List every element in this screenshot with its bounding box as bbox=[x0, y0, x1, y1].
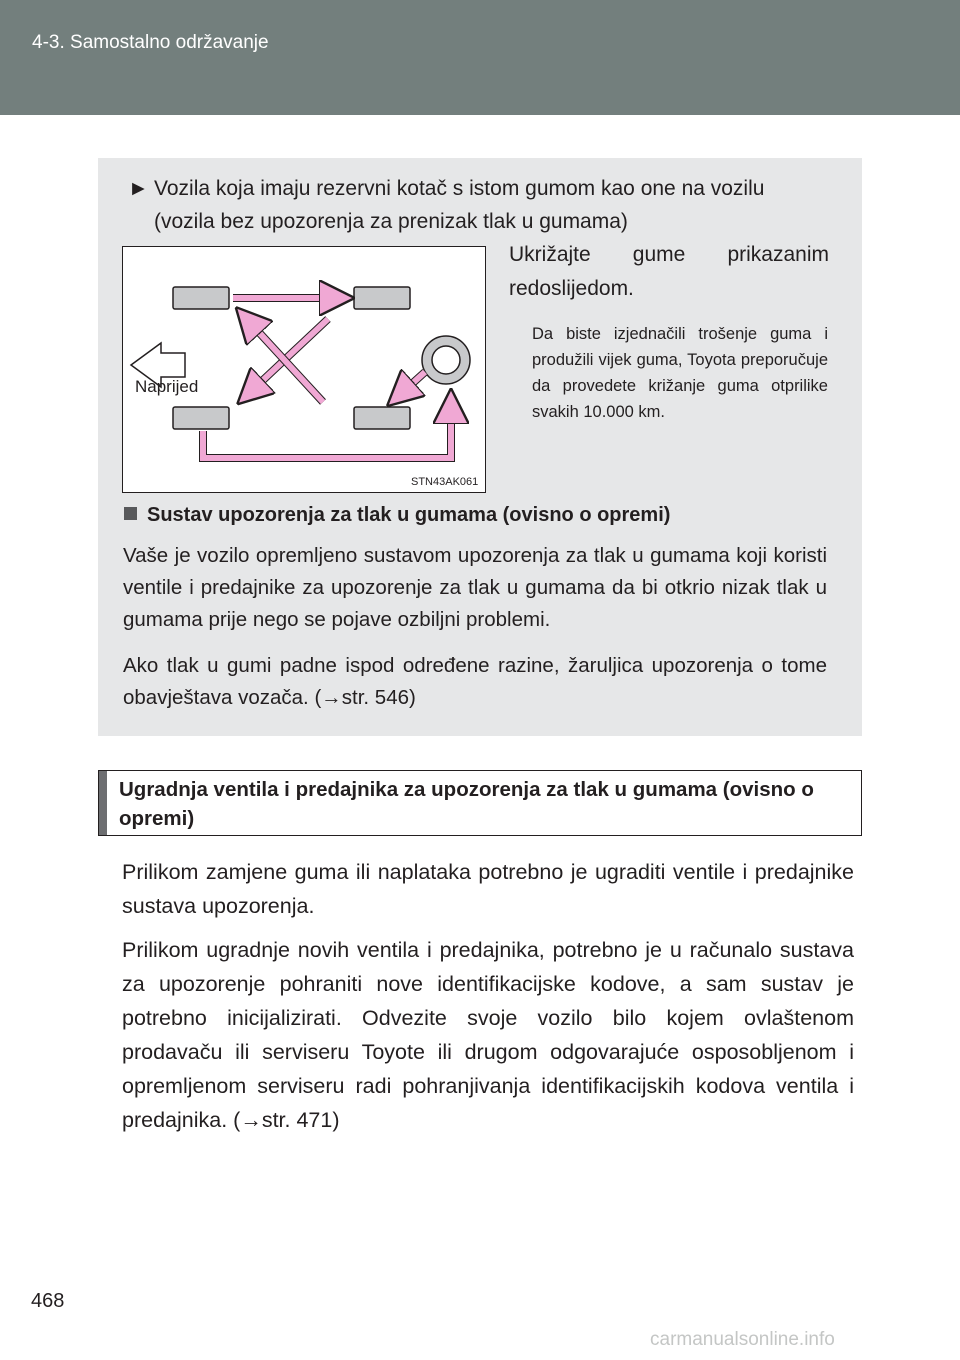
heading-square-icon bbox=[124, 507, 137, 520]
rotation-instruction: Ukrižajte gume prikazanim redoslijedom. bbox=[509, 243, 829, 300]
rotation-note: Da biste izjednačili trošenje guma i produžili vijek guma, Toyota preporučuje da provedete križanje guma otprilike svakih 10.000 km. bbox=[532, 325, 828, 421]
watermark: carmanualsonline.info bbox=[650, 1329, 835, 1350]
tire-rotation-diagram bbox=[123, 247, 487, 494]
bullet-text: Vozila koja imaju rezervni kotač s istom gumom kao one na vozilu (vozila bez upozorenja za prenizak tlak u gumama) bbox=[154, 177, 765, 233]
subheading-text: Ugradnja ventila i predajnika za upozorenja za tlak u gumama (ovisno o opremi) bbox=[119, 778, 814, 830]
page-number: 468 bbox=[31, 1290, 65, 1312]
page-header bbox=[0, 0, 960, 115]
tpms-paragraph-2: Ako tlak u gumi padne ispod određene razine, žaruljica upozorenja o tome obavještava vozača. (→str. 546) bbox=[123, 654, 827, 709]
tpms-paragraph-1: Vaše je vozilo opremljeno sustavom upozorenja za tlak u gumama koji koristi ventile i predajnike za upozorenje za tlak u gumama da bi otkrio nizak tlak u gumama prije nego se pojave ozbiljni problemi. bbox=[123, 544, 827, 631]
bullet-item bbox=[128, 172, 828, 238]
tpms-heading-text: Sustav upozorenja za tlak u gumama (ovisno o opremi) bbox=[147, 504, 671, 526]
front-right-tire bbox=[354, 287, 410, 309]
tpms-heading bbox=[124, 504, 670, 527]
rotation-arrow-rl-to-spare bbox=[203, 399, 451, 458]
bullet-triangle-icon: ► bbox=[128, 177, 149, 200]
rotation-arrow-spare-to-rr bbox=[395, 372, 425, 399]
front-left-tire bbox=[173, 287, 229, 309]
body-paragraph-2: Prilikom ugradnje novih ventila i predajnika, potrebno je u računalo sustava za upozorenje pohraniti nove identifikacijske kodove, a sam sustav je potrebno inicijalizirati. Odvezite svoje vozilo bilo kojem ovlaštenom prodavaču ili serviseru Toyote ili drugom odgovarajuće osposobljenom i opremljenom serviseru radi pohranjivanja identifikacijskih kodova ventila i predajnika. (→str. 471) bbox=[122, 938, 854, 1132]
body-paragraph-1: Prilikom zamjene guma ili naplataka potrebno je ugraditi ventile i predajnike sustava upozorenja. bbox=[122, 860, 854, 918]
figure-code: STN43AK061 bbox=[411, 476, 479, 488]
tire-rotation-figure bbox=[122, 246, 486, 493]
subheading-bar bbox=[99, 771, 107, 835]
rear-left-tire bbox=[173, 407, 229, 429]
section-title: 4-3. Samostalno održavanje bbox=[32, 32, 269, 53]
subheading-box bbox=[98, 770, 862, 836]
spare-tire-inner bbox=[432, 346, 460, 374]
front-label: Naprijed bbox=[135, 377, 199, 396]
rear-right-tire bbox=[354, 407, 410, 429]
